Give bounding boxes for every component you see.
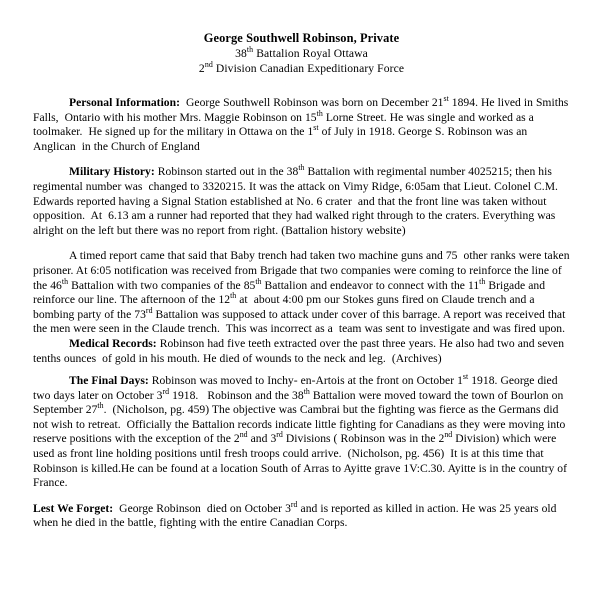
timed-report-text-b: Battalion with two companies of the 85 xyxy=(68,278,256,292)
military-history-text-b: Battalion with regimental number 4025215; then his regimental number was changed to 3320215. It was the attack on Vimy Ridge, 6:05am that Lieut. Colonel C.M. Edwards reported having a Signal Station established at No. 6 crater and that the front line was taken without opposition. At 6.13 am a runner had reported that they had walked right through to the craters. Everything was alright on the left but there was no report from right. (Battalion history website) xyxy=(33,165,565,237)
section-timed-report xyxy=(33,249,573,337)
final-days-text-d: Battalion were moved toward the town of Bourlon on September 27 xyxy=(33,388,567,417)
final-days-text-c: 1918. Robinson and the 38 xyxy=(169,388,304,402)
document-subtitle-division xyxy=(33,61,570,76)
personal-information-text-a: George Southwell Robinson was born on December 21 xyxy=(179,96,444,109)
ordinal-suffix: th xyxy=(316,108,323,118)
ordinal-suffix: nd xyxy=(204,60,213,70)
timed-report-text-e: at about 4:00 pm our Stokes guns fired on Claude trench and a bombing party of the 73 xyxy=(33,293,538,321)
ordinal-suffix: nd xyxy=(239,430,248,440)
document-header xyxy=(33,31,570,76)
medical-records-text: Robinson had five teeth extracted over the past three years. He also had two and seven tenths ounces of gold in his mouth. He died of wounds to the neck and leg. (Archives) xyxy=(33,336,568,365)
section-final-days xyxy=(33,374,570,491)
section-heading-medical-records: Medical Records: xyxy=(69,336,157,350)
final-days-text-b: 1918. George died two days later on October 3 xyxy=(33,374,561,402)
timed-report-text-c: Battalion and endeavor to connect with the 11 xyxy=(261,278,480,292)
section-heading-military-history: Military History: xyxy=(69,165,155,179)
personal-information-text-b: 1894. He lived in Smiths Falls, Ontario with his mother Mrs. Maggie Robinson on 15 xyxy=(33,96,572,124)
ordinal-suffix: rd xyxy=(145,305,153,315)
page-title: George Southwell Robinson, Private xyxy=(203,31,400,45)
final-days-text-f: and 3 xyxy=(247,432,277,446)
subtitle-battalion-number: 38 xyxy=(235,47,247,60)
section-heading-lest-we-forget: Lest We Forget: xyxy=(33,501,114,515)
ordinal-suffix: rd xyxy=(290,499,298,509)
section-lest-we-forget xyxy=(33,499,570,531)
final-days-text-e: . (Nicholson, pg. 459) The objective was Cambrai but the fighting was fierce as the Germans did not wish to retreat. Officially the Battalion records indicate little fighting for Canadians as they were moving into reserve positions with the exception of the 2 xyxy=(33,403,569,446)
ordinal-suffix: th xyxy=(61,276,69,286)
subtitle-division-name: Division Canadian Expeditionary Force xyxy=(212,62,405,75)
ordinal-suffix: rd xyxy=(276,430,283,440)
ordinal-suffix: st xyxy=(462,372,469,382)
document-subtitle-battalion xyxy=(33,46,570,61)
ordinal-suffix: th xyxy=(255,276,262,286)
personal-information-text-d: of July in 1918. George S. Robinson was an Anglican in the Church of England xyxy=(33,125,530,153)
ordinal-suffix: th xyxy=(230,291,237,301)
final-days-text-g: Divisions ( Robinson was in the 2 xyxy=(282,432,445,446)
final-days-text-h: Division) which were used as front line holding positions until fresh troops could arrive. (Nicholson, pg. 456) It is at this time that Robinson is killed.He can be found at a location South of Arras to Ayitte grave 1V:C.30. Ayitte is in the country of France. xyxy=(33,432,571,490)
lest-we-forget-text-b: and is reported as killed in action. He was 25 years old when he died in the battle, fighting with the entire Canadian Corps. xyxy=(33,501,560,530)
section-personal-information xyxy=(33,96,570,154)
section-heading-final-days: The Final Days: xyxy=(69,374,149,388)
ordinal-suffix: th xyxy=(246,45,254,55)
ordinal-suffix: th xyxy=(298,163,305,173)
ordinal-suffix: nd xyxy=(444,430,453,440)
ordinal-suffix: th xyxy=(97,401,104,411)
subtitle-battalion-name: Battalion Royal Ottawa xyxy=(253,47,368,60)
ordinal-suffix: th xyxy=(479,276,486,286)
ordinal-suffix: rd xyxy=(162,386,170,396)
ordinal-suffix: st xyxy=(443,94,449,104)
section-heading-personal-information: Personal Information: xyxy=(69,96,180,109)
ordinal-suffix: th xyxy=(303,386,310,396)
final-days-text-a: Robinson was moved to Inchy- en-Artois at the front on October 1 xyxy=(148,374,463,388)
lest-we-forget-text-a: George Robinson died on October 3 xyxy=(113,501,291,515)
timed-report-text-a: A timed report came that said that Baby trench had taken two machine guns and 75 other ranks were taken prisoner. At 6:05 notification was received from Brigade that two companies were coming to reinforce the line of the 46 xyxy=(33,249,573,292)
timed-report-text-d: Brigade and reinforce our line. The afternoon of the 12 xyxy=(33,278,549,307)
subtitle-division-number: 2 xyxy=(198,62,205,75)
personal-information-text-c: Lorne Street. He was single and worked as a toolmaker. He signed up for the military in Ottawa on the 1 xyxy=(33,110,537,139)
section-military-history xyxy=(33,165,570,238)
military-history-text-a: Robinson started out in the 38 xyxy=(154,165,299,179)
section-medical-records xyxy=(33,337,570,366)
ordinal-suffix: st xyxy=(313,123,319,133)
timed-report-text-f: Battalion was supposed to attack under cover of this barrage. A report was received that the men were seen in the Claude trench. This was incorrect as a team was sent to investigate and was fired upon. xyxy=(33,307,569,336)
